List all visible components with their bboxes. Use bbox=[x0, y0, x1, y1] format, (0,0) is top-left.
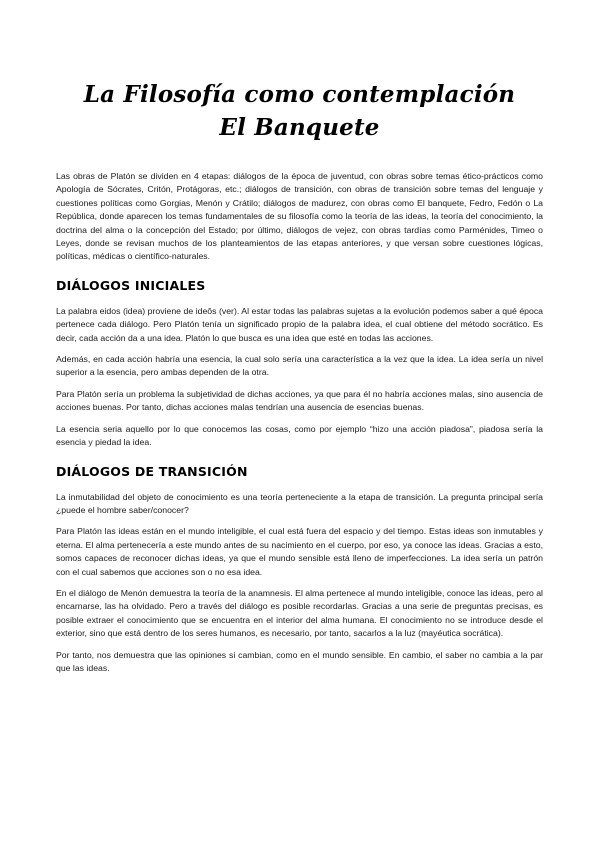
body-paragraph: Para Platón las ideas están en el mundo inteligible, el cual está fuera del espacio y del tiempo. Estas ideas son inmutables y eterna. El alma pertenecería a este mundo antes de su nacimiento en el cuerpo, por eso, ya conoce las ideas. Gracias a esto, somos capaces de reconocer dichas ideas, ya que el mundo sensible está lleno de imperfecciones. La idea sería un patrón con el cual sabemos que acciones son o no esa idea. bbox=[56, 526, 543, 577]
title-block bbox=[56, 0, 543, 144]
body-paragraph: Para Platón sería un problema la subjetividad de dichas acciones, ya que para él no habría acciones malas, sino ausencia de acciones buenas. Por tanto, dichas acciones malas tendrían una ausencia de esencias buenas. bbox=[56, 388, 543, 413]
body-paragraph: La esencia seria aquello por lo que conocemos las cosas, como por ejemplo “hizo una acción piadosa”, piadosa sería la esencia y piedad la idea. bbox=[56, 423, 543, 448]
body-paragraph: La inmutabilidad del objeto de conocimiento es una teoría perteneciente a la etapa de transición. La pregunta principal sería ¿puede el hombre saber/conocer? bbox=[56, 491, 543, 515]
section-heading-dialogos-transicion: DIÁLOGOS DE TRANSICIÓN bbox=[56, 463, 248, 479]
section-heading-dialogos-iniciales: DIÁLOGOS INICIALES bbox=[56, 277, 206, 293]
body-paragraph: En el diálogo de Menón demuestra la teoría de la anamnesis. El alma pertenece al mundo inteligible, conoce las ideas, pero al encarnarse, las ha olvidado. Pero a través del diálogo es posible recordarlas. Gracias a una serie de preguntas precisas, es posible extraer el conocimiento que se encuentra en el interior del alma humana. El conocimiento no se introduce desde el exterior, sino que está dentro de los seres humanos, es necesario, por tanto, sacarlos a la luz (mayéutica socrática). bbox=[56, 587, 543, 639]
document-body bbox=[56, 170, 543, 675]
body-paragraph: La palabra eidos (idea) proviene de ideôs (ver). Al estar todas las palabras sujetas a la evolución podemos saber a qué época pertenece cada diálogo. Pero Platón tenía un significado propio de la palabra idea, el cual obtiene del método socrático. Es decir, cada acción da a una idea. Platón lo que busca es una idea que esté en todas las acciones. bbox=[56, 305, 543, 343]
body-paragraph: Además, en cada acción habría una esencia, la cual solo sería una característica a la vez que la idea. La idea sería un nivel superior a la esencia, pero ambas dependen de la otra. bbox=[56, 354, 543, 378]
body-paragraph: Por tanto, nos demuestra que las opiniones si cambian, como en el mundo sensible. En cambio, el saber no cambia a la par que las ideas. bbox=[56, 649, 543, 673]
intro-paragraph: Las obras de Platón se dividen en 4 etapas: diálogos de la época de juventud, con obras sobre temas ético-prácticos como Apología de Sócrates, Critón, Protágoras, etc.; diálogos de transición, con obras de transición sobre temas del lenguaje y cuestiones políticas como Gorgias, Menón y Crátilo; diálogos de madurez, con obras como El banquete, Fedro, Fedón o La República, donde aparecen los temas fundamentales de su filosofía como la teoría de las ideas, la teoría del conocimiento, la doctrina del alma o la concepción del Estado; por último, diálogos de vejez, con obras tardías como Parménides, Timeo o Leyes, donde se revisan muchos de los planteamientos de las etapas anteriores, y que versan sobre cuestiones lógicas, políticas, médicas o científico-naturales. bbox=[56, 171, 543, 262]
document-subtitle: El Banquete bbox=[219, 114, 380, 141]
document-title: La Filosofía como contemplación bbox=[83, 81, 516, 108]
